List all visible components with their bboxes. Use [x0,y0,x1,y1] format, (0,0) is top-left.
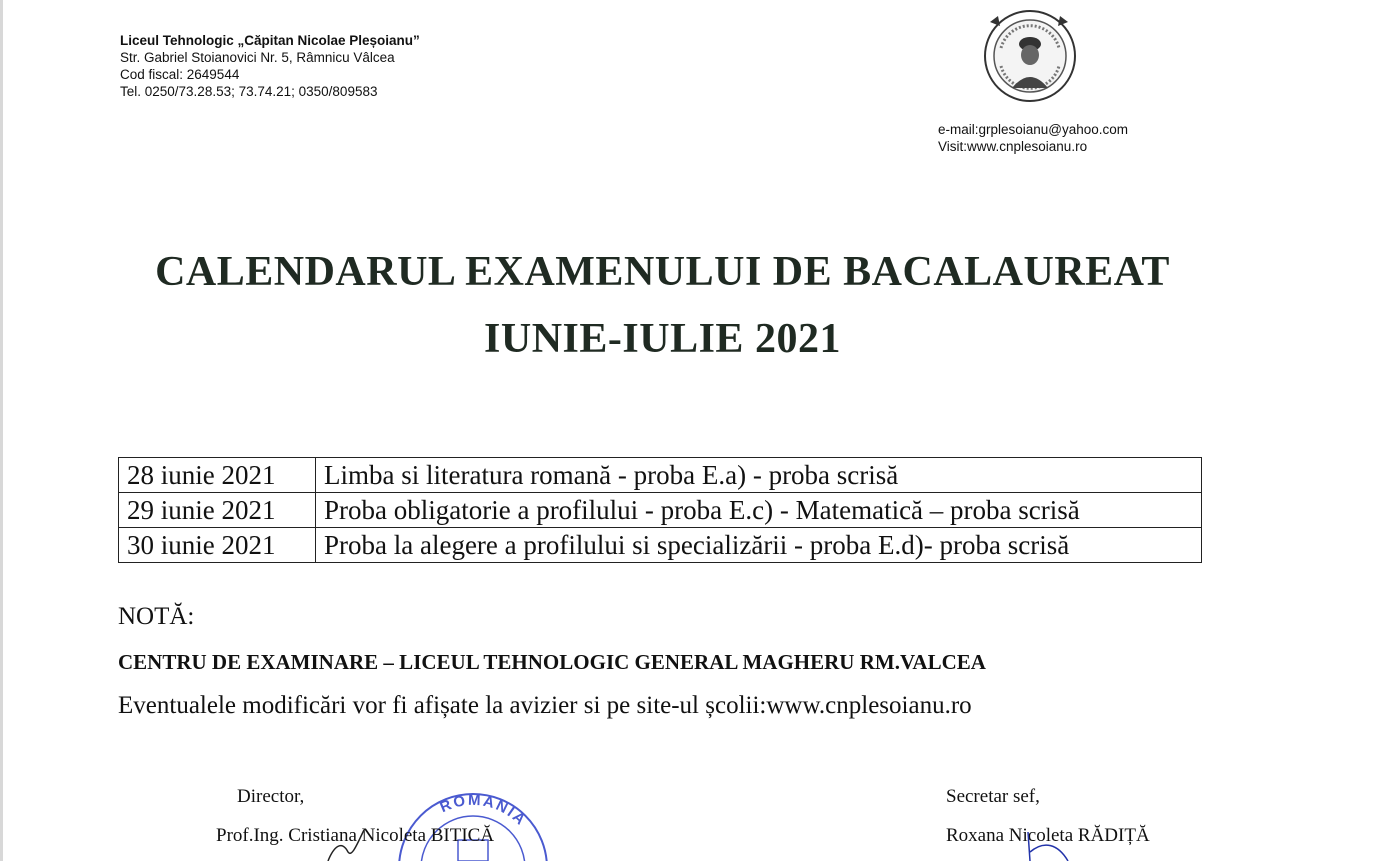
exam-date: 30 iunie 2021 [119,528,316,563]
school-name: Liceul Tehnologic „Căpitan Nicolae Pleșoianu” [120,33,420,48]
svg-text:ROMANIA: ROMANIA [437,791,530,830]
director-role: Director, [237,786,305,807]
secretary-name: Roxana Nicoleta RĂDIȚĂ [946,825,1150,846]
note-heading: NOTĂ: [118,603,195,630]
school-address: Str. Gabriel Stoianovici Nr. 5, Râmnicu Vâlcea [120,50,395,65]
phone-numbers: Tel. 0250/73.28.53; 73.74.21; 0350/809583 [120,84,378,99]
exam-description: Limba si literatura romană - proba E.a) - proba scrisă [316,458,1202,493]
exam-date: 28 iunie 2021 [119,458,316,493]
table-row [119,493,1202,528]
exam-description: Proba obligatorie a profilului - proba E.c) - Matematică – proba scrisă [316,493,1202,528]
secretary-signature-icon [1010,830,1080,861]
exam-centre: CENTRU DE EXAMINARE – LICEUL TEHNOLOGIC GENERAL MAGHERU RM.VALCEA [118,650,986,674]
fiscal-code: Cod fiscal: 2649544 [120,67,240,82]
letterhead [120,32,420,100]
table-row [119,458,1202,493]
secretary-role: Secretar sef, [946,786,1040,807]
exam-date: 29 iunie 2021 [119,493,316,528]
exam-schedule-table [118,457,1202,563]
contact-block [938,121,1128,155]
table-row [119,528,1202,563]
exam-description: Proba la alegere a profilului si specializării - proba E.d)- proba scrisă [316,528,1202,563]
school-logo-icon [976,8,1084,106]
document-subtitle: IUNIE-IULIE 2021 [484,316,841,362]
director-name: Prof.Ing. Cristiana Nicoleta BITICĂ [216,825,495,846]
website: Visit:www.cnplesoianu.ro [938,139,1088,154]
document-title: CALENDARUL EXAMENULUI DE BACALAUREAT [155,249,1170,295]
email-address: e-mail:grplesoianu@yahoo.com [938,122,1129,137]
page-edge [0,0,3,861]
director-signature-icon [322,812,382,861]
changes-note: Eventualele modificări vor fi afișate la avizier si pe site-ul școlii:www.cnplesoianu.ro [118,692,972,719]
